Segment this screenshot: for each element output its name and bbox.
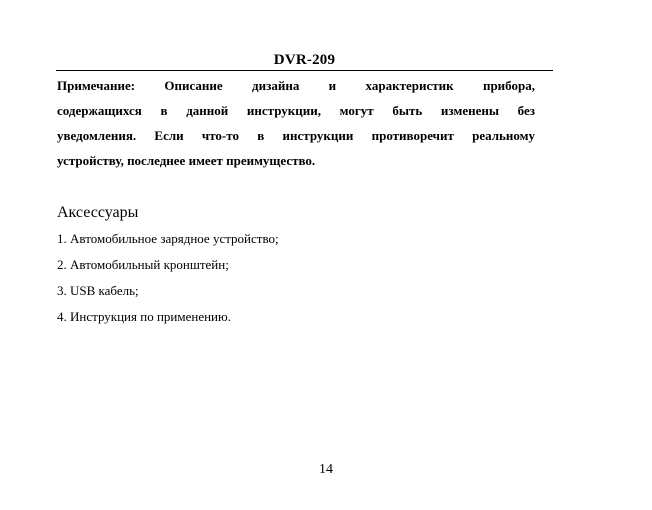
list-item: 3. USB кабель; [57,283,139,298]
page-number: 14 [319,462,333,477]
list-item: 2. Автомобильный кронштейн; [57,257,229,272]
note-line: устройству, последнее имеет преимущество. [57,153,316,168]
list-item: 1. Автомобильное зарядное устройство; [57,231,279,246]
list-item: 4. Инструкция по применению. [57,309,231,324]
accessories-list [57,229,279,333]
document-header [56,50,553,71]
note-line: уведомления. Если что-то в инструкции противоречит реальному [57,128,535,143]
accessories-heading: Аксессуары [57,204,139,221]
disclaimer-note [57,73,535,173]
note-line: Примечание: Описание дизайна и характеристик прибора, [57,78,535,93]
note-line: содержащихся в данной инструкции, могут быть изменены без [57,103,535,118]
document-title: DVR-209 [273,52,336,68]
